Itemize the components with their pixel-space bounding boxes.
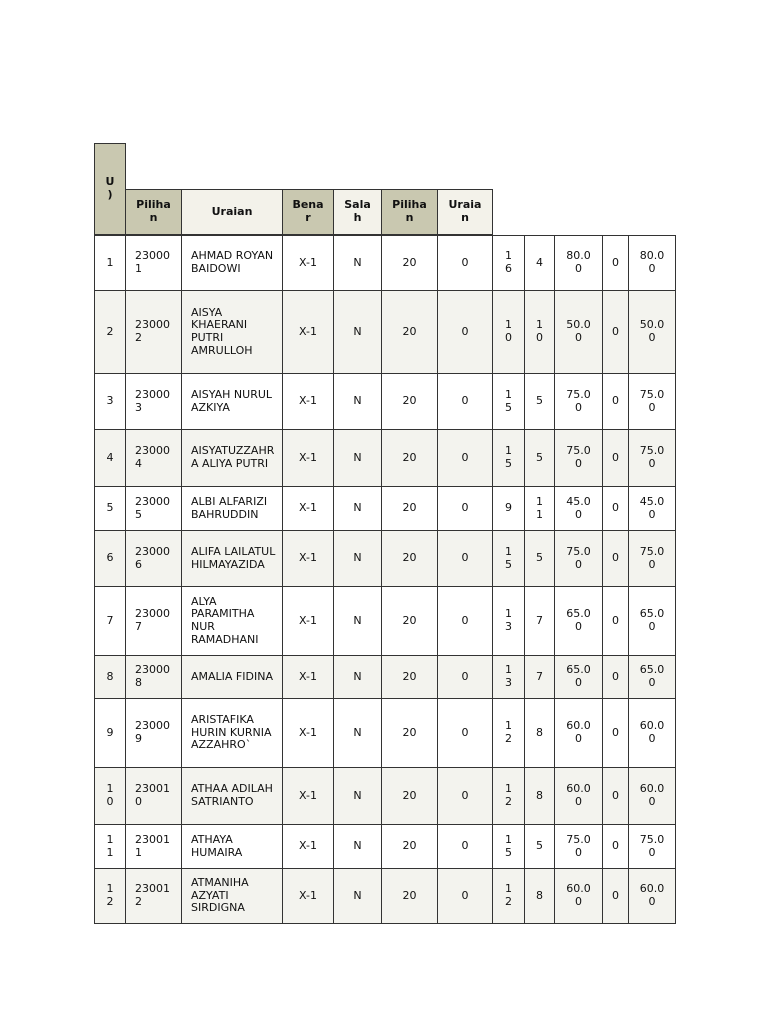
student-id: 23000 6: [126, 531, 182, 587]
row-number: 7: [94, 587, 126, 656]
pilihan-count: 20: [382, 291, 438, 374]
status-cell: N: [334, 531, 382, 587]
uraian-count: 0: [438, 531, 493, 587]
student-id: 23001 1: [126, 825, 182, 869]
score-a: 60.0 0: [555, 869, 603, 924]
uraian-count: 0: [438, 374, 493, 430]
correct-count: 1 0: [493, 291, 525, 374]
student-id: 23000 3: [126, 374, 182, 430]
pilihan-count: 20: [382, 699, 438, 768]
correct-count: 1 5: [493, 531, 525, 587]
status-cell: N: [334, 656, 382, 699]
correct-count: 1 3: [493, 656, 525, 699]
score-a: 80.0 0: [555, 235, 603, 291]
score-a: 60.0 0: [555, 768, 603, 825]
header-benar: Bena r: [283, 189, 334, 235]
row-number: 1 0: [94, 768, 126, 825]
wrong-count: 8: [525, 869, 555, 924]
pilihan-count: 20: [382, 656, 438, 699]
status-cell: N: [334, 869, 382, 924]
pilihan-count: 20: [382, 235, 438, 291]
score-a: 65.0 0: [555, 656, 603, 699]
wrong-count: 1 0: [525, 291, 555, 374]
student-name: ATHAYA HUMAIRA: [182, 825, 283, 869]
uraian-count: 0: [438, 825, 493, 869]
zero-cell: 0: [603, 699, 629, 768]
uraian-count: 0: [438, 656, 493, 699]
student-id: 23001 0: [126, 768, 182, 825]
zero-cell: 0: [603, 531, 629, 587]
class-cell: X-1: [283, 768, 334, 825]
score-b: 60.0 0: [629, 869, 676, 924]
pilihan-count: 20: [382, 430, 438, 487]
pilihan-count: 20: [382, 374, 438, 430]
zero-cell: 0: [603, 869, 629, 924]
student-id: 23000 4: [126, 430, 182, 487]
row-number: 1 1: [94, 825, 126, 869]
score-b: 60.0 0: [629, 768, 676, 825]
class-cell: X-1: [283, 587, 334, 656]
class-cell: X-1: [283, 699, 334, 768]
student-name: ALBI ALFARIZI BAHRUDDIN: [182, 487, 283, 531]
student-id: 23001 2: [126, 869, 182, 924]
zero-cell: 0: [603, 487, 629, 531]
zero-cell: 0: [603, 825, 629, 869]
score-a: 60.0 0: [555, 699, 603, 768]
student-id: 23000 5: [126, 487, 182, 531]
score-a: 65.0 0: [555, 587, 603, 656]
wrong-count: 5: [525, 825, 555, 869]
zero-cell: 0: [603, 587, 629, 656]
wrong-count: 7: [525, 587, 555, 656]
correct-count: 1 5: [493, 430, 525, 487]
uraian-count: 0: [438, 768, 493, 825]
wrong-count: 5: [525, 374, 555, 430]
score-b: 75.0 0: [629, 430, 676, 487]
class-cell: X-1: [283, 869, 334, 924]
class-cell: X-1: [283, 430, 334, 487]
status-cell: N: [334, 487, 382, 531]
row-number: 2: [94, 291, 126, 374]
row-number: 1 2: [94, 869, 126, 924]
row-number: 8: [94, 656, 126, 699]
zero-cell: 0: [603, 291, 629, 374]
zero-cell: 0: [603, 656, 629, 699]
header-pilihan: Piliha n: [126, 189, 182, 235]
zero-cell: 0: [603, 235, 629, 291]
row-number: 3: [94, 374, 126, 430]
score-b: 50.0 0: [629, 291, 676, 374]
zero-cell: 0: [603, 430, 629, 487]
class-cell: X-1: [283, 487, 334, 531]
student-name: AHMAD ROYAN BAIDOWI: [182, 235, 283, 291]
row-number: 9: [94, 699, 126, 768]
row-number: 6: [94, 531, 126, 587]
uraian-count: 0: [438, 869, 493, 924]
status-cell: N: [334, 587, 382, 656]
wrong-count: 1 1: [525, 487, 555, 531]
student-id: 23000 1: [126, 235, 182, 291]
status-cell: N: [334, 291, 382, 374]
score-a: 75.0 0: [555, 531, 603, 587]
status-cell: N: [334, 374, 382, 430]
correct-count: 1 6: [493, 235, 525, 291]
score-b: 75.0 0: [629, 374, 676, 430]
class-cell: X-1: [283, 531, 334, 587]
student-name: ALIFA LAILATUL HILMAYAZIDA: [182, 531, 283, 587]
pilihan-count: 20: [382, 768, 438, 825]
header-uraian-2: Uraia n: [438, 189, 493, 235]
student-id: 23000 7: [126, 587, 182, 656]
score-b: 65.0 0: [629, 587, 676, 656]
correct-count: 1 5: [493, 374, 525, 430]
student-name: ATMANIHA AZYATI SIRDIGNA: [182, 869, 283, 924]
pilihan-count: 20: [382, 587, 438, 656]
wrong-count: 5: [525, 531, 555, 587]
row-number: 1: [94, 235, 126, 291]
score-b: 65.0 0: [629, 656, 676, 699]
uraian-count: 0: [438, 587, 493, 656]
score-a: 45.0 0: [555, 487, 603, 531]
header-pilihan-2: Piliha n: [382, 189, 438, 235]
student-name: AISYA KHAERANI PUTRI AMRULLOH: [182, 291, 283, 374]
score-b: 75.0 0: [629, 531, 676, 587]
student-id: 23000 2: [126, 291, 182, 374]
student-name: AISYATUZZAHRA ALIYA PUTRI: [182, 430, 283, 487]
score-a: 75.0 0: [555, 374, 603, 430]
uraian-count: 0: [438, 430, 493, 487]
header-salah: Sala h: [334, 189, 382, 235]
student-name: AISYAH NURUL AZKIYA: [182, 374, 283, 430]
class-cell: X-1: [283, 235, 334, 291]
correct-count: 9: [493, 487, 525, 531]
student-id: 23000 9: [126, 699, 182, 768]
student-name: ALYA PARAMITHA NUR RAMADHANI: [182, 587, 283, 656]
uraian-count: 0: [438, 487, 493, 531]
row-number: 4: [94, 430, 126, 487]
pilihan-count: 20: [382, 487, 438, 531]
pilihan-count: 20: [382, 869, 438, 924]
score-b: 75.0 0: [629, 825, 676, 869]
zero-cell: 0: [603, 374, 629, 430]
correct-count: 1 3: [493, 587, 525, 656]
wrong-count: 7: [525, 656, 555, 699]
score-b: 45.0 0: [629, 487, 676, 531]
score-a: 75.0 0: [555, 430, 603, 487]
wrong-count: 4: [525, 235, 555, 291]
status-cell: N: [334, 699, 382, 768]
uraian-count: 0: [438, 235, 493, 291]
score-a: 50.0 0: [555, 291, 603, 374]
class-cell: X-1: [283, 825, 334, 869]
header-uraian: Uraian: [182, 189, 283, 235]
class-cell: X-1: [283, 656, 334, 699]
correct-count: 1 2: [493, 768, 525, 825]
student-name: ATHAA ADILAH SATRIANTO: [182, 768, 283, 825]
score-a: 75.0 0: [555, 825, 603, 869]
status-cell: N: [334, 825, 382, 869]
pilihan-count: 20: [382, 825, 438, 869]
score-b: 80.0 0: [629, 235, 676, 291]
class-cell: X-1: [283, 374, 334, 430]
correct-count: 1 5: [493, 825, 525, 869]
pilihan-count: 20: [382, 531, 438, 587]
status-cell: N: [334, 768, 382, 825]
uraian-count: 0: [438, 699, 493, 768]
correct-count: 1 2: [493, 699, 525, 768]
status-cell: N: [334, 235, 382, 291]
status-cell: N: [334, 430, 382, 487]
wrong-count: 5: [525, 430, 555, 487]
wrong-count: 8: [525, 768, 555, 825]
header-top-left: U ): [94, 143, 126, 235]
score-b: 60.0 0: [629, 699, 676, 768]
zero-cell: 0: [603, 768, 629, 825]
row-number: 5: [94, 487, 126, 531]
student-id: 23000 8: [126, 656, 182, 699]
uraian-count: 0: [438, 291, 493, 374]
class-cell: X-1: [283, 291, 334, 374]
student-name: AMALIA FIDINA: [182, 656, 283, 699]
student-name: ARISTAFIKA HURIN KURNIA AZZAHRO`: [182, 699, 283, 768]
wrong-count: 8: [525, 699, 555, 768]
correct-count: 1 2: [493, 869, 525, 924]
